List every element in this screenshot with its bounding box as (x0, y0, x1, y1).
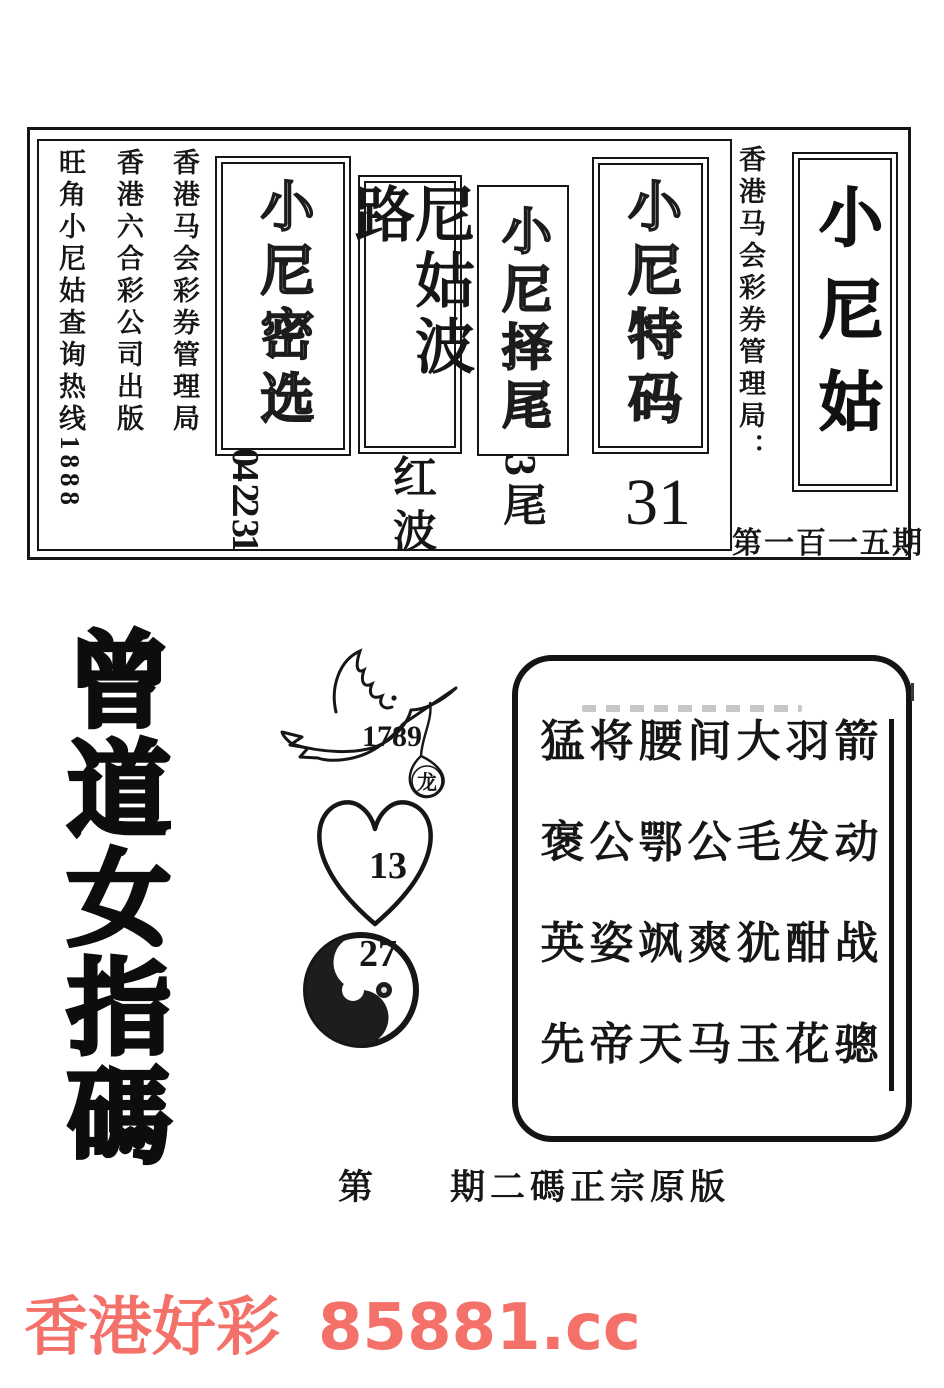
edition-caption (338, 1160, 730, 1210)
verse-line: 英姿飒爽犹酣战 (540, 919, 884, 968)
footer-site: 85881.cc (318, 1291, 641, 1365)
yinyang-icon (300, 924, 422, 1052)
edition-caption-prefix: 第 (338, 1168, 379, 1207)
heart-number: 13 (369, 845, 407, 887)
masthead-box (27, 127, 924, 562)
panel-mixuan-title: 小尼密选 (253, 178, 313, 434)
footer-brand: 香港好彩 (24, 1291, 280, 1365)
main-title-vertical: 曾道女指碼 (49, 626, 172, 1171)
authority-column: 香港马会彩券管理局： (735, 145, 765, 465)
verse-corner-tick (911, 683, 914, 701)
footer-banner (24, 1291, 641, 1365)
brand-title: 小尼姑 (810, 184, 881, 460)
panel-zewei-title: 小尼择尾 (495, 204, 551, 437)
edition-caption-suffix: 期二碼正宗原版 (450, 1168, 731, 1207)
publisher-hotline-column: 旺角小尼姑查询热线1888 (55, 148, 85, 510)
panel-zewei-value: 3尾 (496, 454, 545, 532)
heart-icon (308, 788, 442, 934)
panel-mixuan-box (215, 156, 351, 456)
panel-zewei-box (477, 185, 569, 456)
verse-inner-rule (889, 719, 894, 1091)
brand-box (792, 152, 898, 492)
panel-tema-box (592, 157, 709, 454)
publisher-company-column: 香港六合彩公司出版 (113, 148, 143, 436)
publisher-authority-column: 香港马会彩券管理局 (169, 148, 199, 436)
verse-line: 猛将腰间大羽箭 (540, 717, 884, 766)
issue-number: 第一百一五期 (732, 527, 924, 560)
panel-bolu-value: 红波 (386, 454, 435, 562)
yinyang-number: 27 (359, 933, 397, 975)
panel-tema-value: 31 (625, 466, 691, 539)
verse-line: 褒公鄂公毛发动 (540, 818, 884, 867)
dove-icon (270, 644, 468, 812)
dove-tag-label: 龙 (417, 772, 437, 794)
dove-number: 1789 (362, 720, 422, 753)
faded-print-smudge (582, 705, 802, 712)
verse-box (512, 655, 912, 1142)
panel-mixuan-value: 04 22 31 (224, 448, 266, 549)
panel-tema-title: 小尼特码 (620, 177, 681, 434)
panel-bolu-box (347, 175, 473, 454)
verse-line: 先帝天马玉花骢 (540, 1020, 884, 1069)
panel-bolu-title: 尼姑波路 (347, 183, 473, 381)
